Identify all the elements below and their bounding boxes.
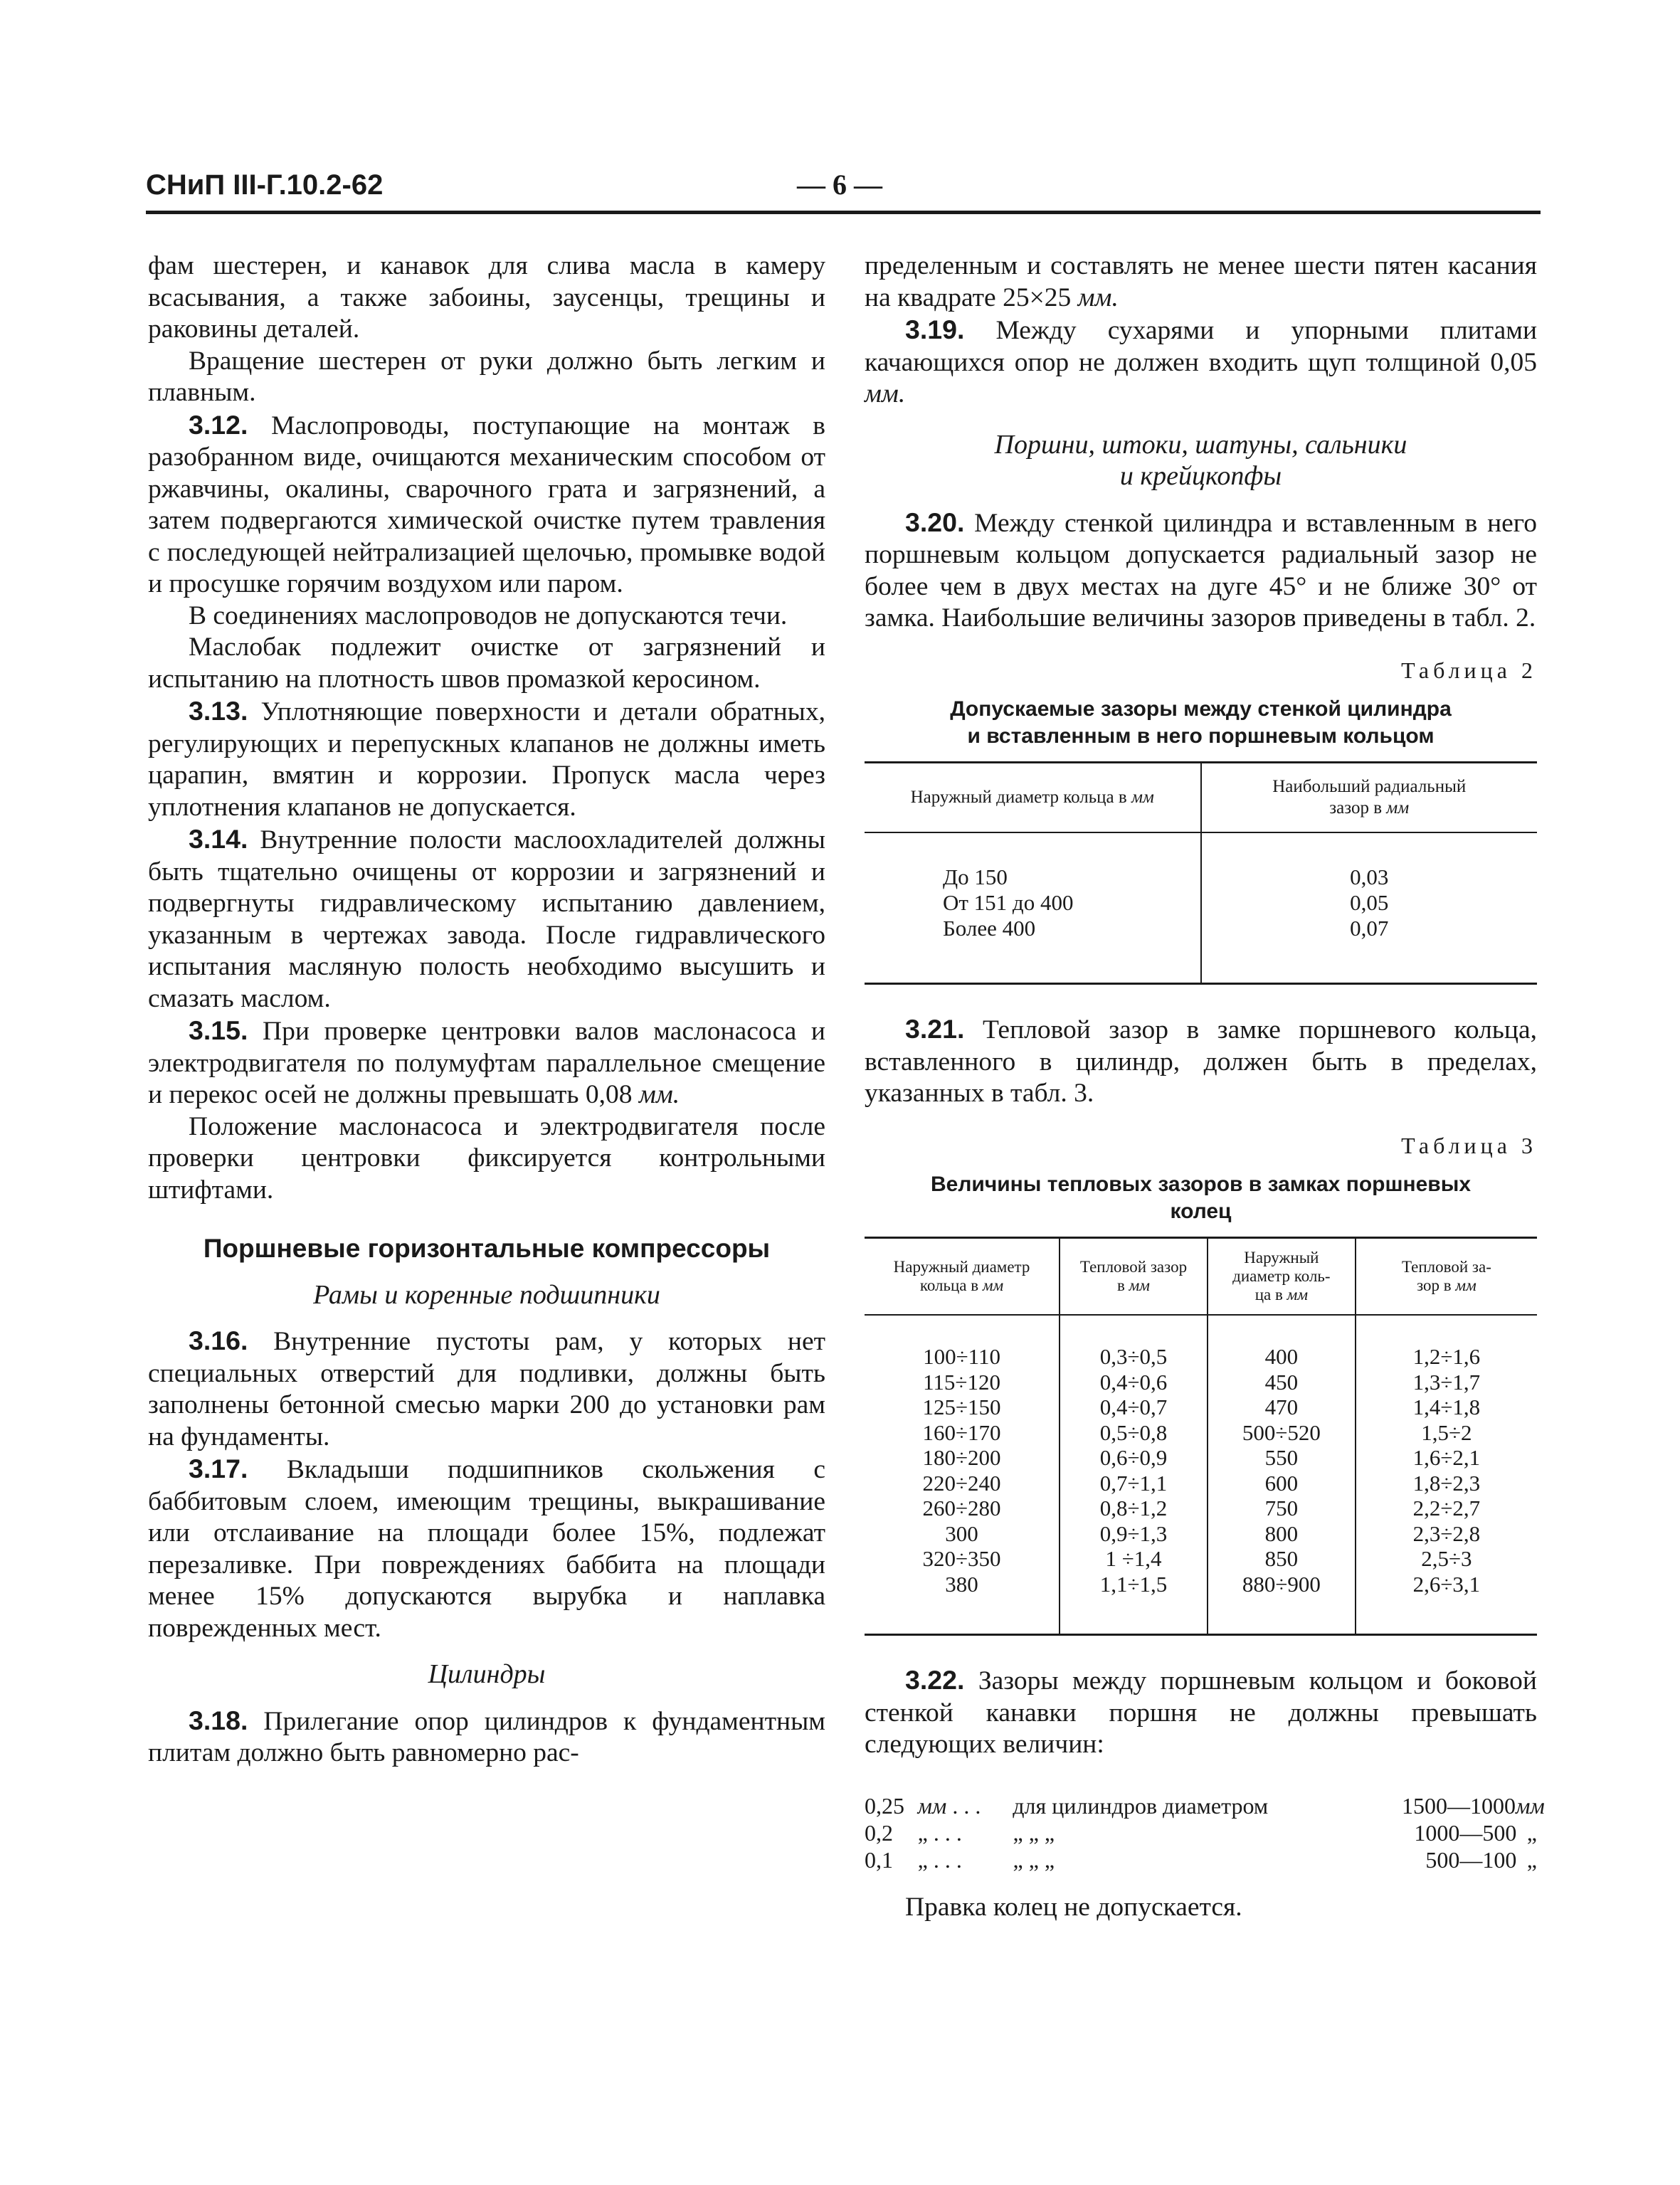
paragraph: Вращение шестерен от руки должно быть легким и плавным. [148,346,825,407]
ditto-mark: „ [917,1846,928,1873]
header-line [867,1276,1056,1295]
table-cell: 2,3÷2,8 [1356,1521,1537,1547]
table-cell: От 151 до 400 [943,890,1074,915]
table-caption: Таблица 2 [1401,657,1537,683]
table-cell: 1,1÷1,5 [1060,1572,1208,1635]
diameter-range: 1000—500 [1414,1819,1517,1846]
table-cell: 115÷120 [923,1369,1000,1395]
table-header-row [865,763,1537,833]
leader-dots: . . . [933,1819,962,1846]
table-title [865,1171,1537,1225]
paragraph-text: пределенным и составлять не менее шести пятен касания на квадрате 25×25 [865,251,1537,312]
table-cell: До 150 [943,864,1008,889]
section-heading: Поршневые горизонтальные компрессоры [203,1234,771,1263]
table-cell: 1,8÷2,3 [1356,1471,1537,1496]
unit: мм. [638,1080,680,1109]
clearance-row [865,1819,1537,1846]
header-line [1206,798,1533,819]
leader-dots: . . . [933,1846,962,1873]
header-line [1063,1276,1204,1295]
clause-3-12 [148,409,825,601]
table-cell: 2,5÷3 [1356,1546,1537,1572]
table-cell: 220÷240 [922,1470,1001,1496]
table-cell: 125÷150 [922,1395,1001,1419]
column-header [1208,1238,1356,1316]
subsection-heading [865,429,1537,492]
unit: мм [1287,1286,1308,1303]
table-cell: Более 400 [865,916,1201,984]
header-line [1359,1276,1534,1295]
leader-dots: . . . [952,1792,981,1819]
table-header-row [865,1238,1537,1316]
table-row [865,1471,1537,1496]
unit: мм [1386,798,1410,818]
column-header [865,1238,1060,1316]
table-cell: 180÷200 [922,1445,1001,1470]
clause-3-22 [865,1664,1537,1761]
table-2 [865,761,1537,985]
header-text: Наружный [1244,1249,1319,1266]
clearance-value: 0,2 [865,1819,893,1846]
header-line [1211,1286,1352,1304]
subsection-heading: Рамы и коренные подшипники [313,1279,660,1310]
page-number: — 6 — [797,169,882,201]
header-text: Тепловой зазор [1079,1258,1188,1276]
unit: мм [1131,788,1154,807]
clause-3-14 [148,823,825,1015]
table-cell: 1 ÷1,4 [1060,1546,1208,1572]
paragraph: Маслобак подлежит очистке от загрязнений и испытанию на плотность швов промазкой керосином. [148,633,825,694]
table-cell: 1,3÷1,7 [1356,1370,1537,1395]
clause-number: 3.16. [189,1326,248,1355]
table-cell: 0,3÷0,5 [1060,1315,1208,1370]
table-row [865,1370,1537,1395]
table-cell: 1,5÷2 [1356,1420,1537,1446]
clearance-unit-dots [918,1792,1013,1819]
table-cell: 2,2÷2,7 [1356,1496,1537,1521]
left-column [148,250,825,1769]
clause-text: Внутренние пустоты рам, у которых нет специальных отверстий для подливки, должны быть заполнены бетонной смесью марки 200 до установки рам на фундаменты. [148,1327,826,1451]
table-row [865,1445,1537,1471]
ditto-marks: „ „ „ [1013,1846,1055,1873]
header-text: диаметр коль- [1232,1267,1331,1285]
unit: мм. [865,379,906,408]
subsection-heading: Цилиндры [428,1659,546,1689]
paragraph: Положение маслонасоса и электродвигателя после проверки центровки фиксируется контрольными штифтами. [148,1111,825,1205]
document-code: СНиП III-Г.10.2-62 [146,169,384,201]
table-title-line: Величины тепловых зазоров в замках поршневых [930,1173,1472,1196]
table-row [865,1521,1537,1547]
table-caption: Таблица 3 [1401,1132,1537,1158]
clause-text: Зазоры между поршневым кольцом и боковой стенкой канавки поршня не должны превышать следующих величин: [865,1666,1537,1759]
clause-text: Маслопроводы, поступающие на монтаж в разобранном виде, очищаются механическим способом от ржавчины, окалины, сварочного грата и загрязнений, а затем подвергаются химической очистке путем травления с последующей нейтрализацией щелочью, промывке водой и просушке горячим воздухом или паром. [148,411,825,598]
subsection-heading-line: и крейцкопфы [1119,461,1282,491]
clearance-value: 0,1 [865,1846,893,1873]
clause-number: 3.22. [905,1665,965,1695]
table-cell: 0,9÷1,3 [1060,1521,1208,1547]
table-cell: 260÷280 [922,1496,1001,1520]
subsection-heading-line: Поршни, штоки, шатуны, сальники [994,429,1407,460]
table-row [865,1420,1537,1446]
table-cell: 0,6÷0,9 [1060,1445,1208,1471]
ditto-mark: „ [1526,1819,1537,1846]
table-cell: 550 [1208,1445,1356,1471]
clause-number: 3.14. [189,824,248,854]
clause-text: Внутренние полости маслоохладителей должны быть тщательно очищены от коррозии и загрязнений и подвергнуты гидравлическому испытанию давлением, указанным в чертежах завода. После гидравлического испытания масляную полость необходимо высушить и смазать маслом. [148,825,825,1013]
table-row [865,916,1537,984]
table-cell: 800 [1208,1521,1356,1547]
clearance-unit-dots [918,1846,1013,1873]
table-cell: 0,8÷1,2 [1060,1496,1208,1521]
table-row [865,1572,1537,1635]
paragraph: В соединениях маслопроводов не допускаются течи. [189,601,788,630]
ditto-mark: „ [917,1819,928,1846]
header-text: зор в [1417,1276,1452,1294]
table-title-line: колец [1170,1200,1232,1223]
unit: мм [982,1276,1004,1294]
table-3 [865,1237,1537,1636]
right-column [865,250,1545,1923]
column-header [1060,1238,1208,1316]
clearance-unit-dots [918,1819,1013,1846]
table-cell: 0,4÷0,7 [1060,1395,1208,1420]
table-title-line: Допускаемые зазоры между стенкой цилиндра [950,697,1452,721]
header-text: в [1117,1276,1125,1294]
clause-text: Тепловой зазор в замке поршневого кольца, вставленного в цилиндр, должен быть в пределах, указанных в табл. 3. [865,1015,1537,1108]
unit: мм [917,1792,947,1819]
header-text: Наружный диаметр [893,1258,1030,1276]
table-row [865,1496,1537,1521]
table-cell: 750 [1208,1496,1356,1521]
clause-text: Вкладыши подшипников скольжения с баббитовым слоем, имеющим трещины, выкрашивание или отслаивание на площади более 15%, подлежат перезаливке. При повреждениях баббита на площади менее 15% допускаются вырубка и наплавка поврежденных мест. [148,1455,825,1643]
header-text: кольца в [919,1276,979,1294]
header-text: зазор в [1329,798,1383,818]
table-cell: 0,4÷0,6 [1060,1370,1208,1395]
clearance-value: 0,25 [865,1792,904,1819]
table-cell: 160÷170 [922,1419,1001,1445]
clause-3-15 [148,1015,825,1111]
clause-text: Прилегание опор цилиндров к фундаментным плитам должно быть равномерно рас- [148,1706,825,1767]
table-cell: 880÷900 [1208,1572,1356,1635]
clause-3-16 [148,1325,825,1453]
clause-3-19 [865,314,1537,411]
unit: мм [1129,1276,1150,1294]
column-header [1201,763,1538,833]
table-cell: 0,5÷0,8 [1060,1420,1208,1446]
clause-number: 3.13. [189,696,248,726]
table-row [865,1546,1537,1572]
header-rule [146,211,1541,214]
clause-number: 3.17. [189,1454,248,1483]
table-row [865,1315,1537,1370]
table-cell: 400 [1208,1315,1356,1370]
clause-3-13 [148,695,825,823]
unit: мм [1516,1792,1545,1819]
table-title-line: и вставленным в него поршневым кольцом [967,724,1435,748]
clause-3-18 [148,1705,825,1769]
clause-3-21 [865,1013,1537,1110]
table-cell: 100÷110 [923,1344,1000,1369]
ditto-mark: „ [1526,1846,1537,1873]
table-cell: 320÷350 [922,1546,1001,1571]
header-text: Наружный диаметр кольца в [910,788,1127,807]
paragraph [865,250,1537,314]
header-text: Тепловой за- [1401,1258,1491,1276]
clearance-text: для цилиндров диаметром [1013,1792,1269,1819]
clause-text: Между стенкой цилиндра и вставленным в него поршневым кольцом допускается радиальный зазор не более чем в двух местах на дуге 45° и не ближе 30° от замка. Наибольшие величины зазоров приведены в табл. 2. [865,508,1538,633]
clause-number: 3.18. [189,1705,248,1735]
table-cell: 450 [1208,1370,1356,1395]
clause-number: 3.21. [905,1014,965,1044]
ditto-marks: „ „ „ [1013,1819,1055,1846]
table-cell: 2,6÷3,1 [1356,1572,1537,1635]
diameter-range: 500—100 [1425,1846,1517,1873]
clause-number: 3.15. [189,1015,248,1045]
clearance-list [865,1792,1545,1873]
clause-number: 3.12. [189,409,248,440]
final-statement: Правка колец не допускается. [905,1892,1242,1922]
table-row [865,890,1537,916]
table-row [865,1395,1537,1420]
clause-3-17 [148,1453,825,1644]
header-text: ца в [1254,1286,1283,1303]
table-cell: 500÷520 [1208,1420,1356,1446]
header-text: Наибольший радиальный [1272,777,1467,796]
table-cell: 380 [865,1572,1060,1635]
unit: мм [1455,1276,1476,1294]
clearance-row [865,1792,1545,1819]
table-cell: 600 [1208,1471,1356,1496]
table-cell: 1,6÷2,1 [1356,1445,1537,1471]
table-cell: 300 [945,1520,978,1546]
column-header [1356,1238,1537,1316]
clause-number: 3.19. [905,314,965,344]
table-cell: 1,2÷1,6 [1356,1315,1537,1370]
table-cell: 0,07 [1201,916,1538,984]
table-cell: 0,03 [1201,832,1538,890]
paragraph: фам шестерен, и канавок для слива масла в камеру всасывания, а также забоины, заусенцы, трещины и раковины деталей. [148,251,825,344]
clause-text: Между сухарями и упорными плитами качающихся опор не должен входить щуп толщиной 0,05 [865,316,1538,377]
table-cell: 0,05 [1201,890,1538,916]
clause-text: При проверке центровки валов маслонасоса и электродвигателя по полумуфтам параллельное смещение и перекос осей не должны превышать 0,08 [148,1017,825,1109]
clause-text: Уплотняющие поверхности и детали обратных, регулирующих и перепускных клапанов не должны иметь царапин, вмятин и коррозии. Пропуск масла через уплотнения клапанов не допускается. [148,697,826,822]
table-cell: 470 [1208,1395,1356,1420]
clause-number: 3.20. [905,507,965,537]
table-row [865,832,1537,890]
clearance-row [865,1846,1537,1873]
table-cell: 0,7÷1,1 [1060,1471,1208,1496]
diameter-range: 1500—1000 [1402,1792,1516,1819]
clause-3-20 [865,507,1537,635]
table-cell: 1,4÷1,8 [1356,1395,1537,1420]
table-title [865,696,1537,750]
table-cell: 850 [1208,1546,1356,1572]
column-header [865,763,1201,833]
unit: мм. [1077,282,1119,312]
